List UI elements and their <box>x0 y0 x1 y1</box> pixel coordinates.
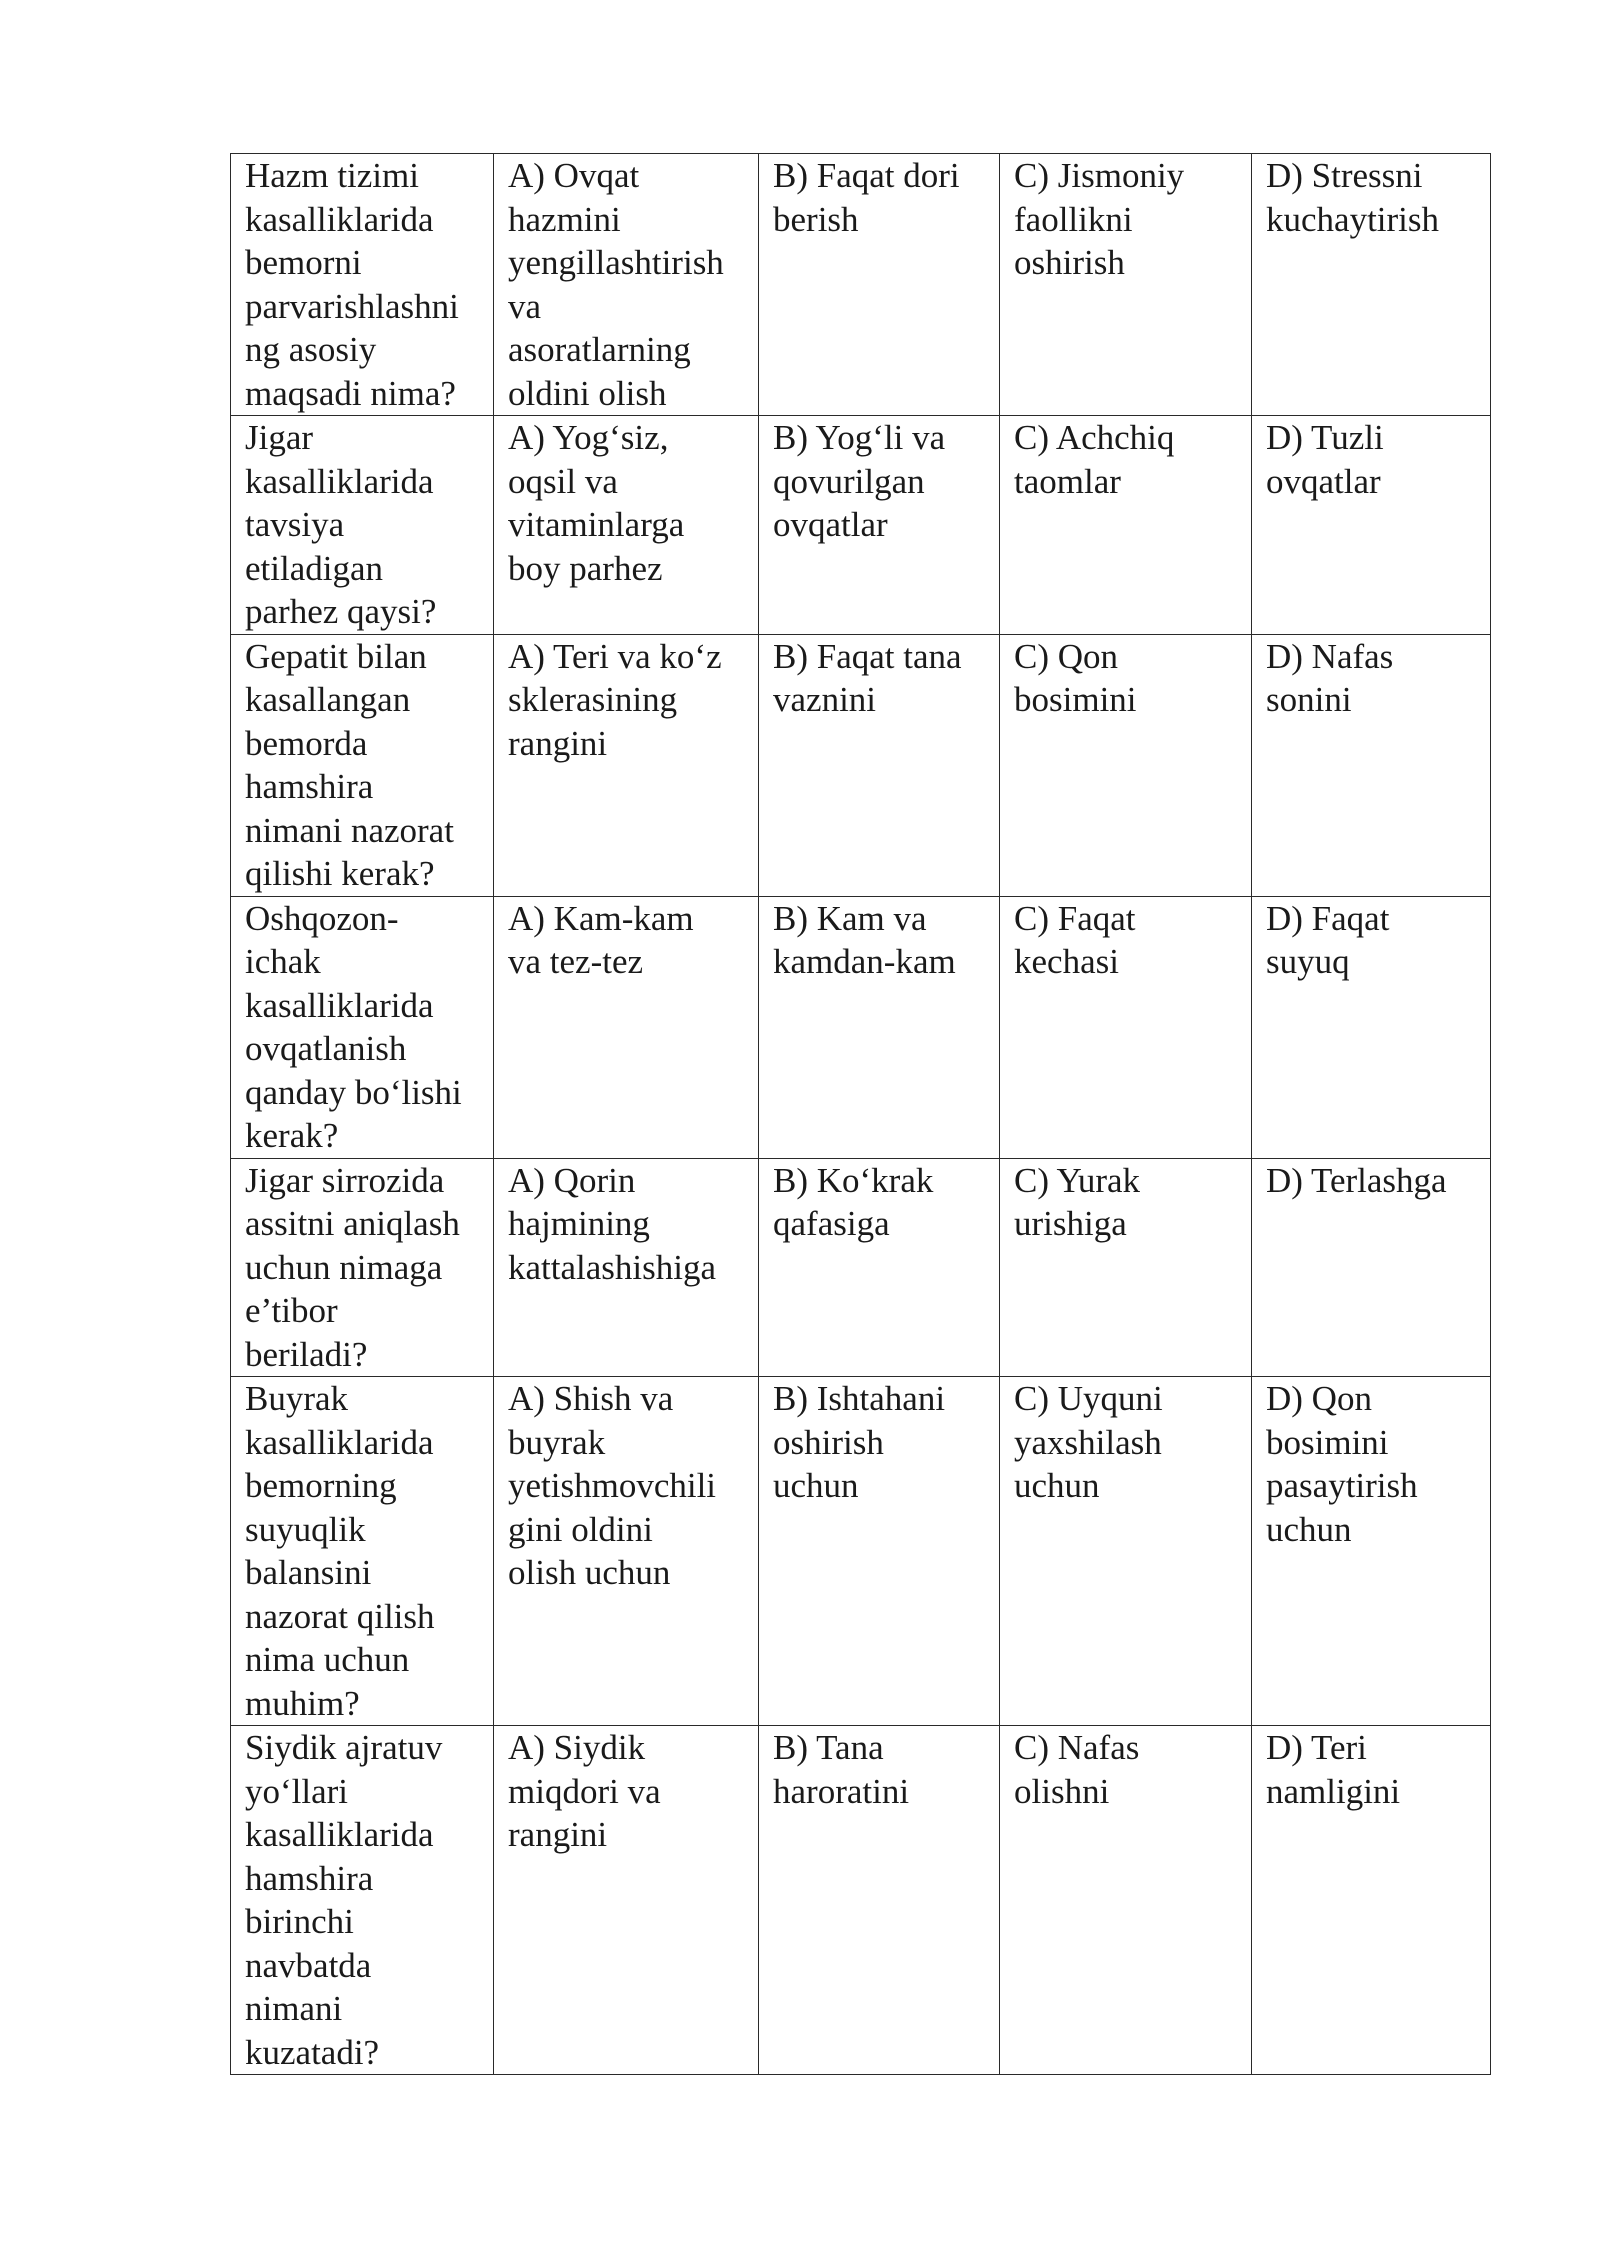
question-cell: Oshqozon- ichak kasalliklarida ovqatlanish qanday bo‘lishi kerak? <box>231 896 494 1158</box>
option-b-cell: B) Faqat tana vaznini <box>759 634 1000 896</box>
option-c-cell: C) Achchiq taomlar <box>1000 416 1252 635</box>
option-a-cell: A) Shish va buyrak yetishmovchili gini oldini olish uchun <box>494 1377 759 1726</box>
option-c-cell: C) Uyquni yaxshilash uchun <box>1000 1377 1252 1726</box>
table-row <box>231 1377 1491 1726</box>
option-b-cell: B) Kam va kamdan-kam <box>759 896 1000 1158</box>
option-d-cell: D) Tuzli ovqatlar <box>1252 416 1491 635</box>
option-a-cell: A) Qorin hajmining kattalashishiga <box>494 1158 759 1377</box>
table-row <box>231 416 1491 635</box>
question-cell: Hazm tizimi kasalliklarida bemorni parvarishlashni ng asosiy maqsadi nima? <box>231 154 494 416</box>
option-c-cell: C) Faqat kechasi <box>1000 896 1252 1158</box>
option-d-cell: D) Terlashga <box>1252 1158 1491 1377</box>
table-row <box>231 1158 1491 1377</box>
option-c-cell: C) Yurak urishiga <box>1000 1158 1252 1377</box>
question-cell: Jigar kasalliklarida tavsiya etiladigan parhez qaysi? <box>231 416 494 635</box>
quiz-table <box>230 153 1491 2075</box>
option-b-cell: B) Ishtahani oshirish uchun <box>759 1377 1000 1726</box>
table-row <box>231 154 1491 416</box>
option-d-cell: D) Nafas sonini <box>1252 634 1491 896</box>
table-row <box>231 896 1491 1158</box>
option-c-cell: C) Jismoniy faollikni oshirish <box>1000 154 1252 416</box>
option-c-cell: C) Qon bosimini <box>1000 634 1252 896</box>
option-d-cell: D) Teri namligini <box>1252 1726 1491 2075</box>
option-c-cell: C) Nafas olishni <box>1000 1726 1252 2075</box>
option-b-cell: B) Yog‘li va qovurilgan ovqatlar <box>759 416 1000 635</box>
option-a-cell: A) Yog‘siz, oqsil va vitaminlarga boy parhez <box>494 416 759 635</box>
question-cell: Gepatit bilan kasallangan bemorda hamshira nimani nazorat qilishi kerak? <box>231 634 494 896</box>
option-b-cell: B) Tana haroratini <box>759 1726 1000 2075</box>
option-a-cell: A) Kam-kam va tez-tez <box>494 896 759 1158</box>
option-b-cell: B) Ko‘krak qafasiga <box>759 1158 1000 1377</box>
option-a-cell: A) Ovqat hazmini yengillashtirish va asoratlarning oldini olish <box>494 154 759 416</box>
option-d-cell: D) Qon bosimini pasaytirish uchun <box>1252 1377 1491 1726</box>
question-cell: Buyrak kasalliklarida bemorning suyuqlik balansini nazorat qilish nima uchun muhim? <box>231 1377 494 1726</box>
option-d-cell: D) Faqat suyuq <box>1252 896 1491 1158</box>
option-b-cell: B) Faqat dori berish <box>759 154 1000 416</box>
table-row <box>231 1726 1491 2075</box>
question-cell: Jigar sirrozida assitni aniqlash uchun nimaga e’tibor beriladi? <box>231 1158 494 1377</box>
question-cell: Siydik ajratuv yo‘llari kasalliklarida hamshira birinchi navbatda nimani kuzatadi? <box>231 1726 494 2075</box>
option-a-cell: A) Siydik miqdori va rangini <box>494 1726 759 2075</box>
table-row <box>231 634 1491 896</box>
option-d-cell: D) Stressni kuchaytirish <box>1252 154 1491 416</box>
option-a-cell: A) Teri va ko‘z sklerasining rangini <box>494 634 759 896</box>
